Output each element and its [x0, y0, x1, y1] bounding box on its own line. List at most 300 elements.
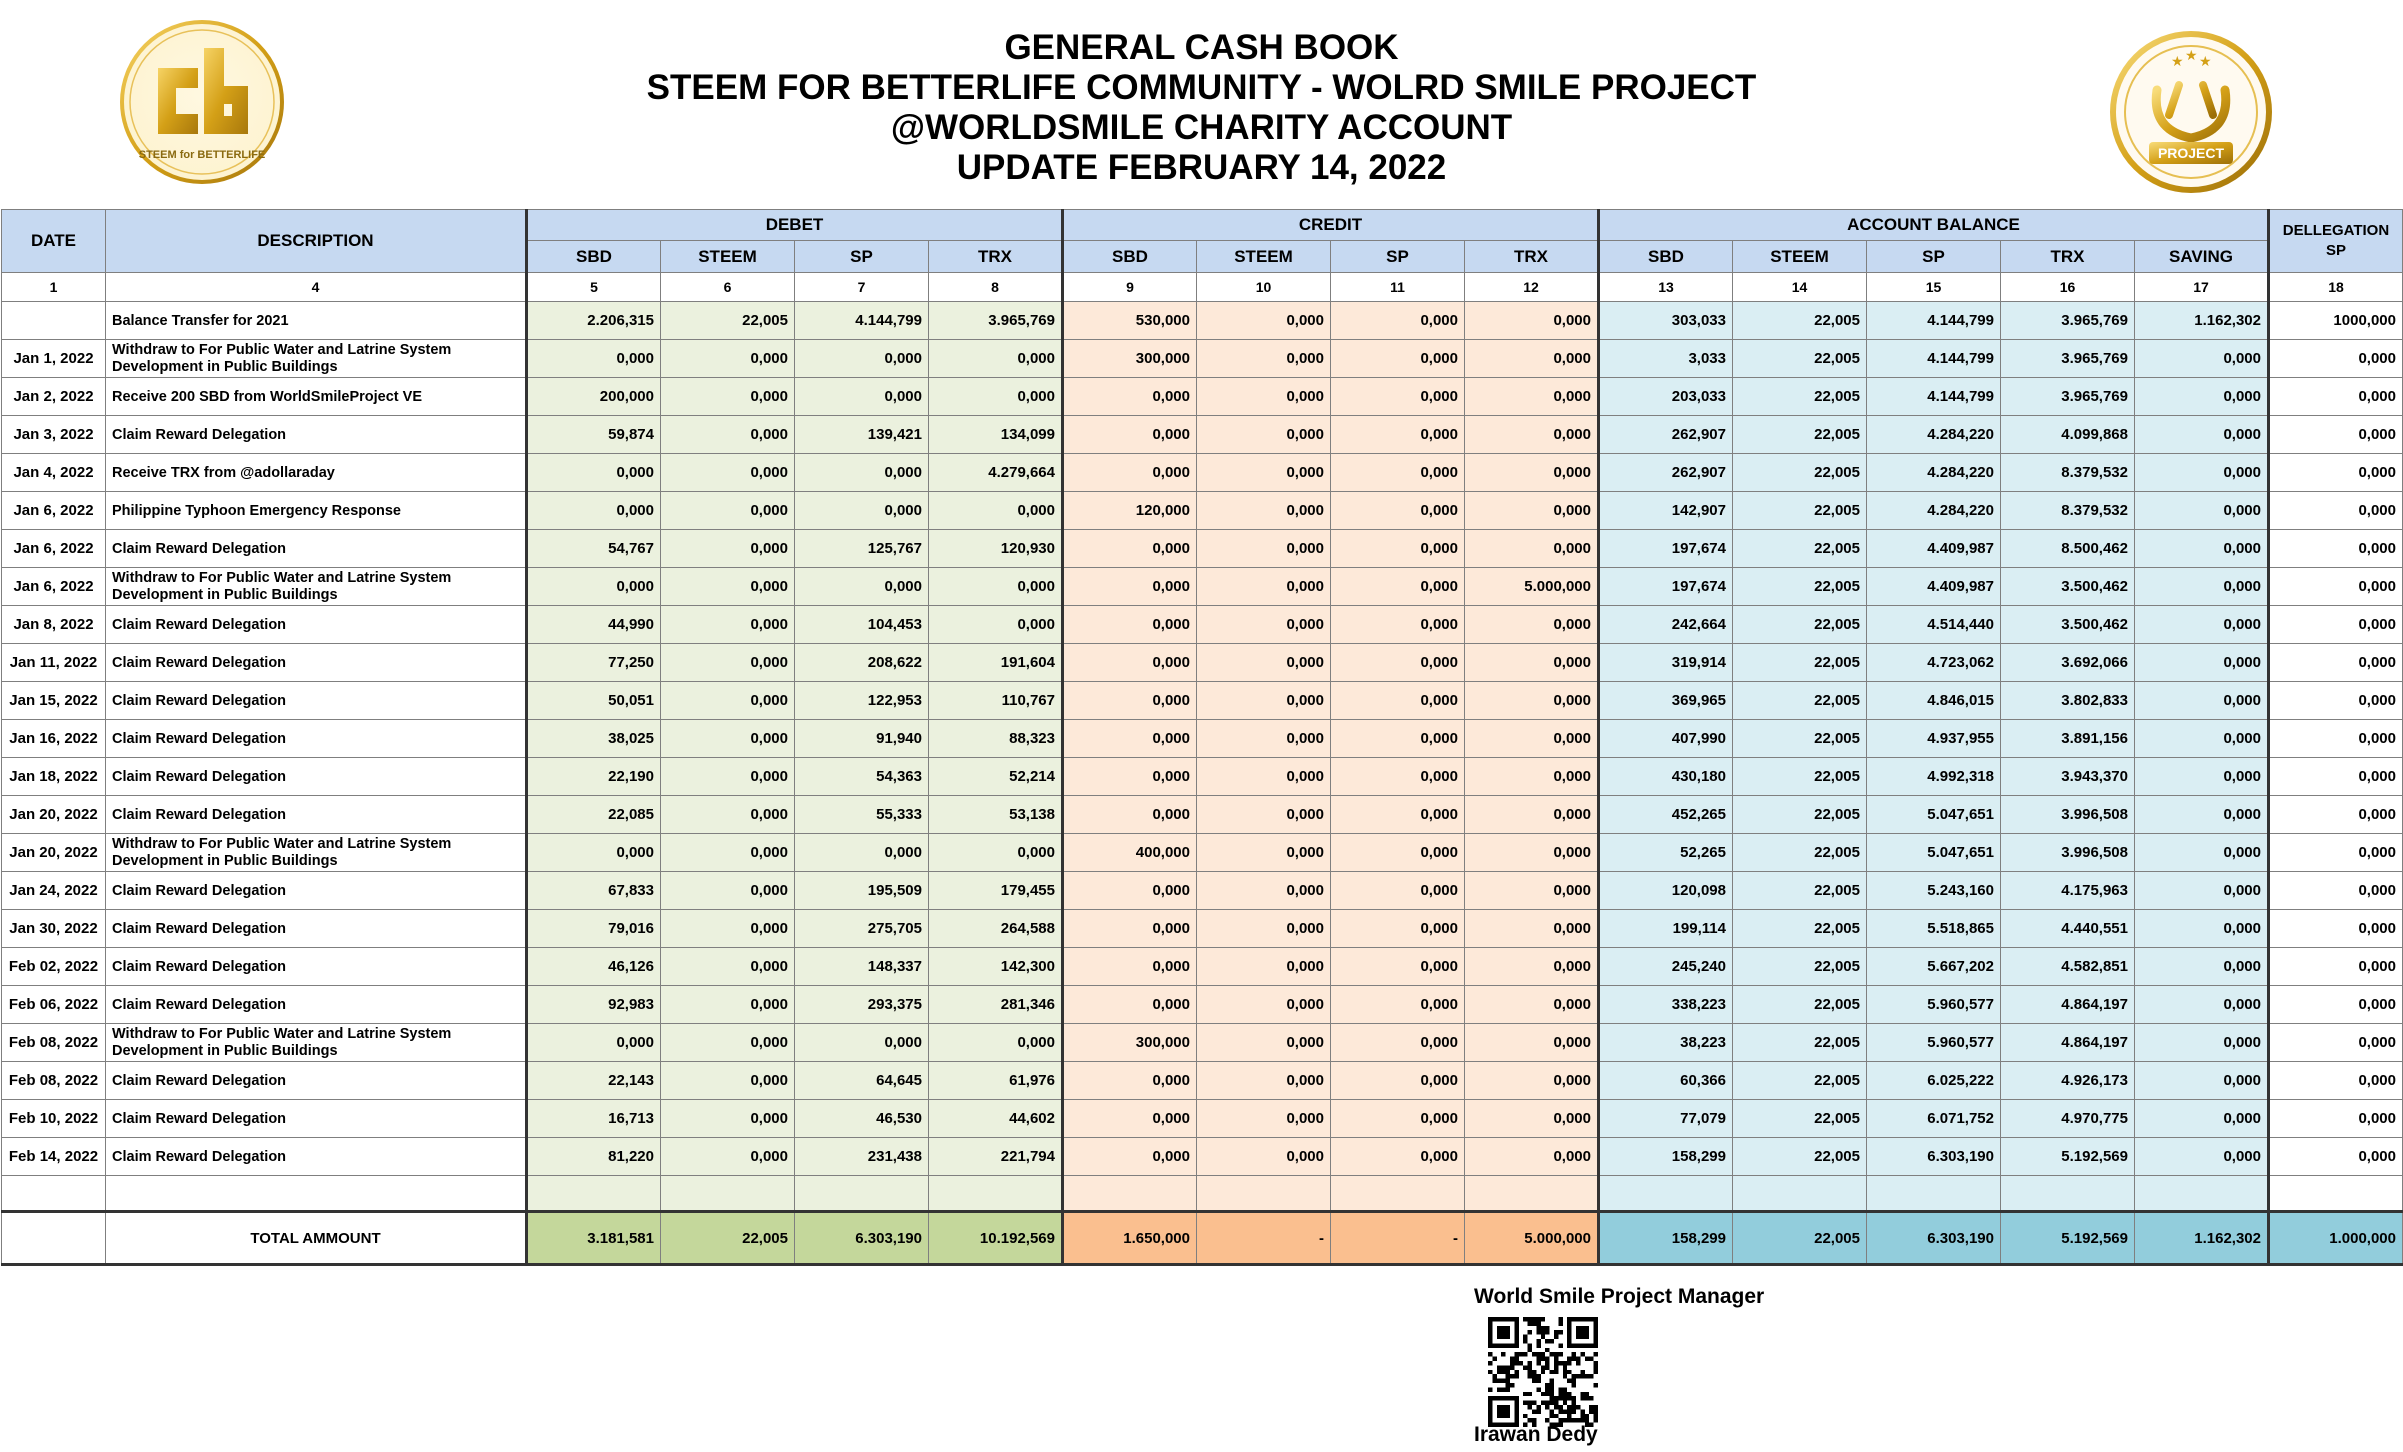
- total-value-bal: 158,299: [1599, 1212, 1733, 1265]
- row-value-bal: 0,000: [2135, 1024, 2269, 1062]
- row-value-bal: 5.960,577: [1867, 986, 2001, 1024]
- row-date: [2, 302, 106, 340]
- row-value-bal: 4.099,868: [2001, 416, 2135, 454]
- row-value-cre: 0,000: [1197, 340, 1331, 378]
- row-description: Receive 200 SBD from WorldSmileProject VE: [106, 378, 527, 416]
- row-date: Feb 02, 2022: [2, 948, 106, 986]
- total-value-bal: 5.192,569: [2001, 1212, 2135, 1265]
- row-value-bal: 3.500,462: [2001, 568, 2135, 606]
- row-value-bal: 6.303,190: [1867, 1138, 2001, 1176]
- row-value-bal: 430,180: [1599, 758, 1733, 796]
- row-value-bal: 303,033: [1599, 302, 1733, 340]
- row-value-del: 0,000: [2269, 644, 2403, 682]
- row-value-deb: 54,363: [795, 758, 929, 796]
- row-description: Claim Reward Delegation: [106, 796, 527, 834]
- row-value-deb: 179,455: [929, 872, 1063, 910]
- row-value-cre: 0,000: [1197, 986, 1331, 1024]
- empty-cell: [1063, 1176, 1197, 1212]
- column-number: 18: [2269, 273, 2403, 302]
- row-value-bal: 4.970,775: [2001, 1100, 2135, 1138]
- row-value-deb: 79,016: [527, 910, 661, 948]
- row-value-deb: 122,953: [795, 682, 929, 720]
- empty-cell: [2001, 1176, 2135, 1212]
- row-value-bal: 0,000: [2135, 1100, 2269, 1138]
- total-value-bal: 6.303,190: [1867, 1212, 2001, 1265]
- row-value-del: 0,000: [2269, 606, 2403, 644]
- empty-cell: [929, 1176, 1063, 1212]
- row-value-cre: 0,000: [1197, 796, 1331, 834]
- row-value-bal: 4.937,955: [1867, 720, 2001, 758]
- row-value-cre: 0,000: [1465, 1100, 1599, 1138]
- row-value-del: 0,000: [2269, 986, 2403, 1024]
- row-value-deb: 0,000: [929, 568, 1063, 606]
- row-date: Feb 10, 2022: [2, 1100, 106, 1138]
- row-value-deb: 0,000: [661, 1062, 795, 1100]
- subheader-sbd: SBD: [1063, 241, 1197, 273]
- row-value-deb: 44,602: [929, 1100, 1063, 1138]
- row-value-bal: 1.162,302: [2135, 302, 2269, 340]
- table-row: [2, 568, 2403, 606]
- row-description: Balance Transfer for 2021: [106, 302, 527, 340]
- row-value-del: 0,000: [2269, 492, 2403, 530]
- row-value-deb: 221,794: [929, 1138, 1063, 1176]
- row-value-deb: 0,000: [661, 568, 795, 606]
- row-value-deb: 231,438: [795, 1138, 929, 1176]
- total-value-deb: 6.303,190: [795, 1212, 929, 1265]
- row-value-cre: 300,000: [1063, 1024, 1197, 1062]
- row-value-bal: 6.071,752: [1867, 1100, 2001, 1138]
- row-value-bal: 4.992,318: [1867, 758, 2001, 796]
- column-number: 9: [1063, 273, 1197, 302]
- empty-cell: [106, 1176, 527, 1212]
- row-value-deb: 0,000: [661, 606, 795, 644]
- row-value-deb: 46,530: [795, 1100, 929, 1138]
- table-row: [2, 492, 2403, 530]
- row-value-bal: 0,000: [2135, 454, 2269, 492]
- subheader-steem: STEEM: [1197, 241, 1331, 273]
- row-description: Withdraw to For Public Water and Latrine System Development in Public Buildings: [106, 340, 527, 378]
- header-credit: CREDIT: [1063, 210, 1599, 241]
- row-description: Claim Reward Delegation: [106, 1138, 527, 1176]
- row-value-cre: 0,000: [1465, 948, 1599, 986]
- row-value-cre: 0,000: [1197, 530, 1331, 568]
- row-value-del: 0,000: [2269, 872, 2403, 910]
- row-value-deb: 38,025: [527, 720, 661, 758]
- subheader-steem: STEEM: [1733, 241, 1867, 273]
- subheader-steem: STEEM: [661, 241, 795, 273]
- row-value-bal: 197,674: [1599, 530, 1733, 568]
- row-value-bal: 5.192,569: [2001, 1138, 2135, 1176]
- row-value-cre: 0,000: [1331, 872, 1465, 910]
- row-value-deb: 22,143: [527, 1062, 661, 1100]
- row-value-cre: 0,000: [1197, 872, 1331, 910]
- row-value-deb: 120,930: [929, 530, 1063, 568]
- row-value-cre: 0,000: [1331, 416, 1465, 454]
- row-value-del: 0,000: [2269, 796, 2403, 834]
- row-date: Feb 08, 2022: [2, 1024, 106, 1062]
- table-row: [2, 378, 2403, 416]
- row-value-deb: 0,000: [929, 834, 1063, 872]
- row-value-bal: 197,674: [1599, 568, 1733, 606]
- row-description: Claim Reward Delegation: [106, 644, 527, 682]
- row-value-deb: 0,000: [661, 986, 795, 1024]
- row-value-deb: 0,000: [661, 720, 795, 758]
- column-number: 6: [661, 273, 795, 302]
- row-value-bal: 0,000: [2135, 986, 2269, 1024]
- row-value-deb: 16,713: [527, 1100, 661, 1138]
- row-value-cre: 0,000: [1063, 682, 1197, 720]
- row-value-cre: 0,000: [1465, 910, 1599, 948]
- row-value-bal: 245,240: [1599, 948, 1733, 986]
- row-value-cre: 0,000: [1197, 568, 1331, 606]
- row-value-bal: 22,005: [1733, 1062, 1867, 1100]
- row-value-bal: 4.284,220: [1867, 454, 2001, 492]
- row-value-bal: 5.960,577: [1867, 1024, 2001, 1062]
- table-row: [2, 302, 2403, 340]
- row-value-bal: 77,079: [1599, 1100, 1733, 1138]
- row-value-deb: 0,000: [527, 454, 661, 492]
- total-label: TOTAL AMMOUNT: [106, 1212, 527, 1265]
- row-value-bal: 4.926,173: [2001, 1062, 2135, 1100]
- row-value-deb: 2.206,315: [527, 302, 661, 340]
- empty-cell: [1599, 1176, 1733, 1212]
- row-description: Claim Reward Delegation: [106, 606, 527, 644]
- empty-cell: [1197, 1176, 1331, 1212]
- total-value-deb: 10.192,569: [929, 1212, 1063, 1265]
- row-value-bal: 0,000: [2135, 644, 2269, 682]
- row-date: Jan 18, 2022: [2, 758, 106, 796]
- row-value-bal: 22,005: [1733, 834, 1867, 872]
- row-value-deb: 0,000: [795, 834, 929, 872]
- row-value-bal: 0,000: [2135, 796, 2269, 834]
- column-number: 1: [2, 273, 106, 302]
- row-value-bal: 5.667,202: [1867, 948, 2001, 986]
- row-value-cre: 0,000: [1331, 720, 1465, 758]
- row-value-cre: 0,000: [1063, 948, 1197, 986]
- row-value-bal: 142,907: [1599, 492, 1733, 530]
- row-value-deb: 148,337: [795, 948, 929, 986]
- column-number: 12: [1465, 273, 1599, 302]
- row-value-bal: 319,914: [1599, 644, 1733, 682]
- column-number: 5: [527, 273, 661, 302]
- column-number: 4: [106, 273, 527, 302]
- row-value-deb: 0,000: [661, 872, 795, 910]
- row-value-bal: 4.144,799: [1867, 340, 2001, 378]
- row-value-bal: 262,907: [1599, 454, 1733, 492]
- row-value-bal: 3.802,833: [2001, 682, 2135, 720]
- row-date: Jan 16, 2022: [2, 720, 106, 758]
- row-value-bal: 22,005: [1733, 872, 1867, 910]
- row-value-cre: 0,000: [1331, 758, 1465, 796]
- row-value-bal: 0,000: [2135, 910, 2269, 948]
- row-value-bal: 0,000: [2135, 606, 2269, 644]
- row-value-bal: 22,005: [1733, 378, 1867, 416]
- row-value-cre: 0,000: [1465, 1062, 1599, 1100]
- column-number: 10: [1197, 273, 1331, 302]
- row-value-bal: 60,366: [1599, 1062, 1733, 1100]
- table-row: [2, 1062, 2403, 1100]
- row-value-deb: 22,190: [527, 758, 661, 796]
- row-value-del: 0,000: [2269, 530, 2403, 568]
- column-number: 14: [1733, 273, 1867, 302]
- row-value-deb: 0,000: [527, 568, 661, 606]
- row-date: Jan 30, 2022: [2, 910, 106, 948]
- row-value-bal: 6.025,222: [1867, 1062, 2001, 1100]
- subheader-sp: SP: [1867, 241, 2001, 273]
- row-value-bal: 5.243,160: [1867, 872, 2001, 910]
- subheader-sbd: SBD: [1599, 241, 1733, 273]
- row-value-deb: 200,000: [527, 378, 661, 416]
- row-value-cre: 0,000: [1197, 492, 1331, 530]
- row-date: Feb 06, 2022: [2, 986, 106, 1024]
- row-value-deb: 54,767: [527, 530, 661, 568]
- row-value-deb: 92,983: [527, 986, 661, 1024]
- row-value-cre: 0,000: [1465, 378, 1599, 416]
- row-value-deb: 0,000: [661, 1100, 795, 1138]
- row-date: Feb 14, 2022: [2, 1138, 106, 1176]
- row-value-cre: 0,000: [1063, 378, 1197, 416]
- row-value-bal: 22,005: [1733, 454, 1867, 492]
- row-value-bal: 22,005: [1733, 682, 1867, 720]
- row-value-bal: 242,664: [1599, 606, 1733, 644]
- row-value-del: 0,000: [2269, 454, 2403, 492]
- row-value-cre: 0,000: [1063, 644, 1197, 682]
- qr-code-icon: [1488, 1317, 1598, 1427]
- row-value-deb: 52,214: [929, 758, 1063, 796]
- row-value-deb: 0,000: [929, 340, 1063, 378]
- row-value-bal: 22,005: [1733, 986, 1867, 1024]
- title-line-4: UPDATE FEBRUARY 14, 2022: [956, 148, 1447, 187]
- row-value-deb: 0,000: [527, 492, 661, 530]
- row-value-del: 0,000: [2269, 1062, 2403, 1100]
- total-row: [2, 1212, 2403, 1265]
- table-row: [2, 682, 2403, 720]
- row-value-bal: 22,005: [1733, 948, 1867, 986]
- empty-cell: [1867, 1176, 2001, 1212]
- row-value-deb: 0,000: [795, 378, 929, 416]
- row-value-deb: 104,453: [795, 606, 929, 644]
- table-row: [2, 1024, 2403, 1062]
- row-value-deb: 0,000: [929, 606, 1063, 644]
- row-value-cre: 0,000: [1331, 948, 1465, 986]
- row-value-bal: 8.379,532: [2001, 454, 2135, 492]
- row-date: Jan 6, 2022: [2, 530, 106, 568]
- row-value-bal: 0,000: [2135, 720, 2269, 758]
- row-date: Jan 20, 2022: [2, 796, 106, 834]
- row-value-bal: 22,005: [1733, 1138, 1867, 1176]
- row-value-bal: 4.440,551: [2001, 910, 2135, 948]
- row-value-cre: 0,000: [1331, 568, 1465, 606]
- row-value-deb: 0,000: [661, 796, 795, 834]
- row-value-deb: 91,940: [795, 720, 929, 758]
- row-description: Claim Reward Delegation: [106, 720, 527, 758]
- row-value-cre: 0,000: [1331, 454, 1465, 492]
- row-value-cre: 0,000: [1331, 796, 1465, 834]
- row-value-bal: 0,000: [2135, 948, 2269, 986]
- row-value-cre: 0,000: [1465, 986, 1599, 1024]
- row-value-bal: 338,223: [1599, 986, 1733, 1024]
- row-value-del: 0,000: [2269, 568, 2403, 606]
- row-date: Jan 3, 2022: [2, 416, 106, 454]
- row-description: Claim Reward Delegation: [106, 758, 527, 796]
- row-value-cre: 0,000: [1465, 796, 1599, 834]
- row-value-cre: 300,000: [1063, 340, 1197, 378]
- row-value-deb: 22,005: [661, 302, 795, 340]
- row-value-del: 0,000: [2269, 378, 2403, 416]
- row-value-cre: 0,000: [1465, 454, 1599, 492]
- row-value-bal: 4.723,062: [1867, 644, 2001, 682]
- row-value-bal: 52,265: [1599, 834, 1733, 872]
- row-value-cre: 530,000: [1063, 302, 1197, 340]
- row-value-cre: 0,000: [1465, 530, 1599, 568]
- row-value-cre: 0,000: [1331, 1100, 1465, 1138]
- total-value-del: 1.000,000: [2269, 1212, 2403, 1265]
- row-value-cre: 0,000: [1331, 910, 1465, 948]
- row-value-cre: 0,000: [1197, 1100, 1331, 1138]
- table-row: [2, 796, 2403, 834]
- row-value-bal: 5.047,651: [1867, 796, 2001, 834]
- subheader-trx: TRX: [1465, 241, 1599, 273]
- row-value-cre: 0,000: [1331, 986, 1465, 1024]
- row-value-bal: 0,000: [2135, 872, 2269, 910]
- total-value-cre: 1.650,000: [1063, 1212, 1197, 1265]
- row-value-cre: 0,000: [1197, 606, 1331, 644]
- subheader-sp: SP: [795, 241, 929, 273]
- row-value-cre: 0,000: [1197, 1024, 1331, 1062]
- row-value-deb: 208,622: [795, 644, 929, 682]
- row-value-cre: 0,000: [1197, 416, 1331, 454]
- column-number: 17: [2135, 273, 2269, 302]
- signature-block: [1474, 1285, 1774, 1446]
- row-value-bal: 4.284,220: [1867, 416, 2001, 454]
- row-date: Jan 1, 2022: [2, 340, 106, 378]
- row-value-bal: 4.175,963: [2001, 872, 2135, 910]
- column-number: 7: [795, 273, 929, 302]
- row-value-bal: 0,000: [2135, 340, 2269, 378]
- header-description: DESCRIPTION: [106, 210, 527, 273]
- row-value-cre: 0,000: [1063, 872, 1197, 910]
- column-number: 16: [2001, 273, 2135, 302]
- row-value-cre: 0,000: [1331, 378, 1465, 416]
- table-row: [2, 1100, 2403, 1138]
- svg-text:★: ★: [2199, 53, 2212, 69]
- row-value-cre: 0,000: [1331, 834, 1465, 872]
- empty-cell: [795, 1176, 929, 1212]
- row-value-cre: 0,000: [1063, 910, 1197, 948]
- row-value-cre: 0,000: [1197, 758, 1331, 796]
- table-row: [2, 834, 2403, 872]
- row-value-bal: 22,005: [1733, 530, 1867, 568]
- row-description: Claim Reward Delegation: [106, 416, 527, 454]
- row-value-bal: 4.514,440: [1867, 606, 2001, 644]
- row-value-cre: 0,000: [1331, 1024, 1465, 1062]
- total-value-bal: 22,005: [1733, 1212, 1867, 1265]
- table-row: [2, 986, 2403, 1024]
- row-value-cre: 0,000: [1197, 910, 1331, 948]
- row-value-deb: 191,604: [929, 644, 1063, 682]
- row-value-deb: 0,000: [929, 1024, 1063, 1062]
- row-value-del: 0,000: [2269, 1100, 2403, 1138]
- row-date: Jan 24, 2022: [2, 872, 106, 910]
- row-value-deb: 281,346: [929, 986, 1063, 1024]
- row-date: Jan 6, 2022: [2, 568, 106, 606]
- row-value-deb: 293,375: [795, 986, 929, 1024]
- row-value-del: 0,000: [2269, 682, 2403, 720]
- empty-cell: [661, 1176, 795, 1212]
- row-value-bal: 22,005: [1733, 568, 1867, 606]
- total-value-bal: 1.162,302: [2135, 1212, 2269, 1265]
- row-value-bal: 0,000: [2135, 682, 2269, 720]
- row-value-bal: 4.409,987: [1867, 568, 2001, 606]
- row-value-deb: 0,000: [795, 492, 929, 530]
- column-number: 15: [1867, 273, 2001, 302]
- row-value-cre: 0,000: [1465, 682, 1599, 720]
- row-description: Claim Reward Delegation: [106, 872, 527, 910]
- row-value-deb: 0,000: [929, 378, 1063, 416]
- row-value-cre: 5.000,000: [1465, 568, 1599, 606]
- row-description: Claim Reward Delegation: [106, 530, 527, 568]
- row-value-bal: 3.965,769: [2001, 302, 2135, 340]
- row-value-bal: 5.047,651: [1867, 834, 2001, 872]
- manager-title: World Smile Project Manager: [1474, 1285, 1765, 1308]
- row-value-bal: 0,000: [2135, 568, 2269, 606]
- empty-row: [2, 1176, 2403, 1212]
- row-date: Jan 6, 2022: [2, 492, 106, 530]
- row-value-bal: 0,000: [2135, 834, 2269, 872]
- row-value-cre: 0,000: [1197, 1138, 1331, 1176]
- header-date: DATE: [2, 210, 106, 273]
- row-value-bal: 4.864,197: [2001, 986, 2135, 1024]
- title-line-1: GENERAL CASH BOOK: [1004, 28, 1399, 67]
- row-value-cre: 0,000: [1063, 1062, 1197, 1100]
- row-value-del: 1000,000: [2269, 302, 2403, 340]
- row-value-bal: 369,965: [1599, 682, 1733, 720]
- empty-cell: [527, 1176, 661, 1212]
- row-value-deb: 0,000: [929, 492, 1063, 530]
- total-value-deb: 3.181,581: [527, 1212, 661, 1265]
- row-value-cre: 0,000: [1465, 606, 1599, 644]
- row-value-del: 0,000: [2269, 758, 2403, 796]
- row-value-bal: 22,005: [1733, 606, 1867, 644]
- row-value-deb: 59,874: [527, 416, 661, 454]
- empty-cell: [2269, 1176, 2403, 1212]
- row-value-cre: 0,000: [1063, 796, 1197, 834]
- header-row-groups: [2, 210, 2403, 241]
- row-value-cre: 0,000: [1197, 682, 1331, 720]
- row-value-bal: 3.965,769: [2001, 340, 2135, 378]
- row-value-deb: 61,976: [929, 1062, 1063, 1100]
- row-value-cre: 400,000: [1063, 834, 1197, 872]
- subheader-trx: TRX: [2001, 241, 2135, 273]
- title-line-3: @WORLDSMILE CHARITY ACCOUNT: [890, 108, 1513, 147]
- row-value-bal: 0,000: [2135, 758, 2269, 796]
- row-value-deb: 0,000: [661, 492, 795, 530]
- row-value-bal: 5.518,865: [1867, 910, 2001, 948]
- subheader-saving: SAVING: [2135, 241, 2269, 273]
- total-blank-cell: [2, 1212, 106, 1265]
- table-row: [2, 720, 2403, 758]
- row-value-cre: 0,000: [1465, 1024, 1599, 1062]
- row-value-cre: 0,000: [1197, 378, 1331, 416]
- total-value-cre: 5.000,000: [1465, 1212, 1599, 1265]
- row-value-cre: 0,000: [1063, 454, 1197, 492]
- row-value-bal: 22,005: [1733, 340, 1867, 378]
- row-value-deb: 4.279,664: [929, 454, 1063, 492]
- row-value-bal: 199,114: [1599, 910, 1733, 948]
- row-value-del: 0,000: [2269, 720, 2403, 758]
- empty-cell: [1331, 1176, 1465, 1212]
- row-value-bal: 3.891,156: [2001, 720, 2135, 758]
